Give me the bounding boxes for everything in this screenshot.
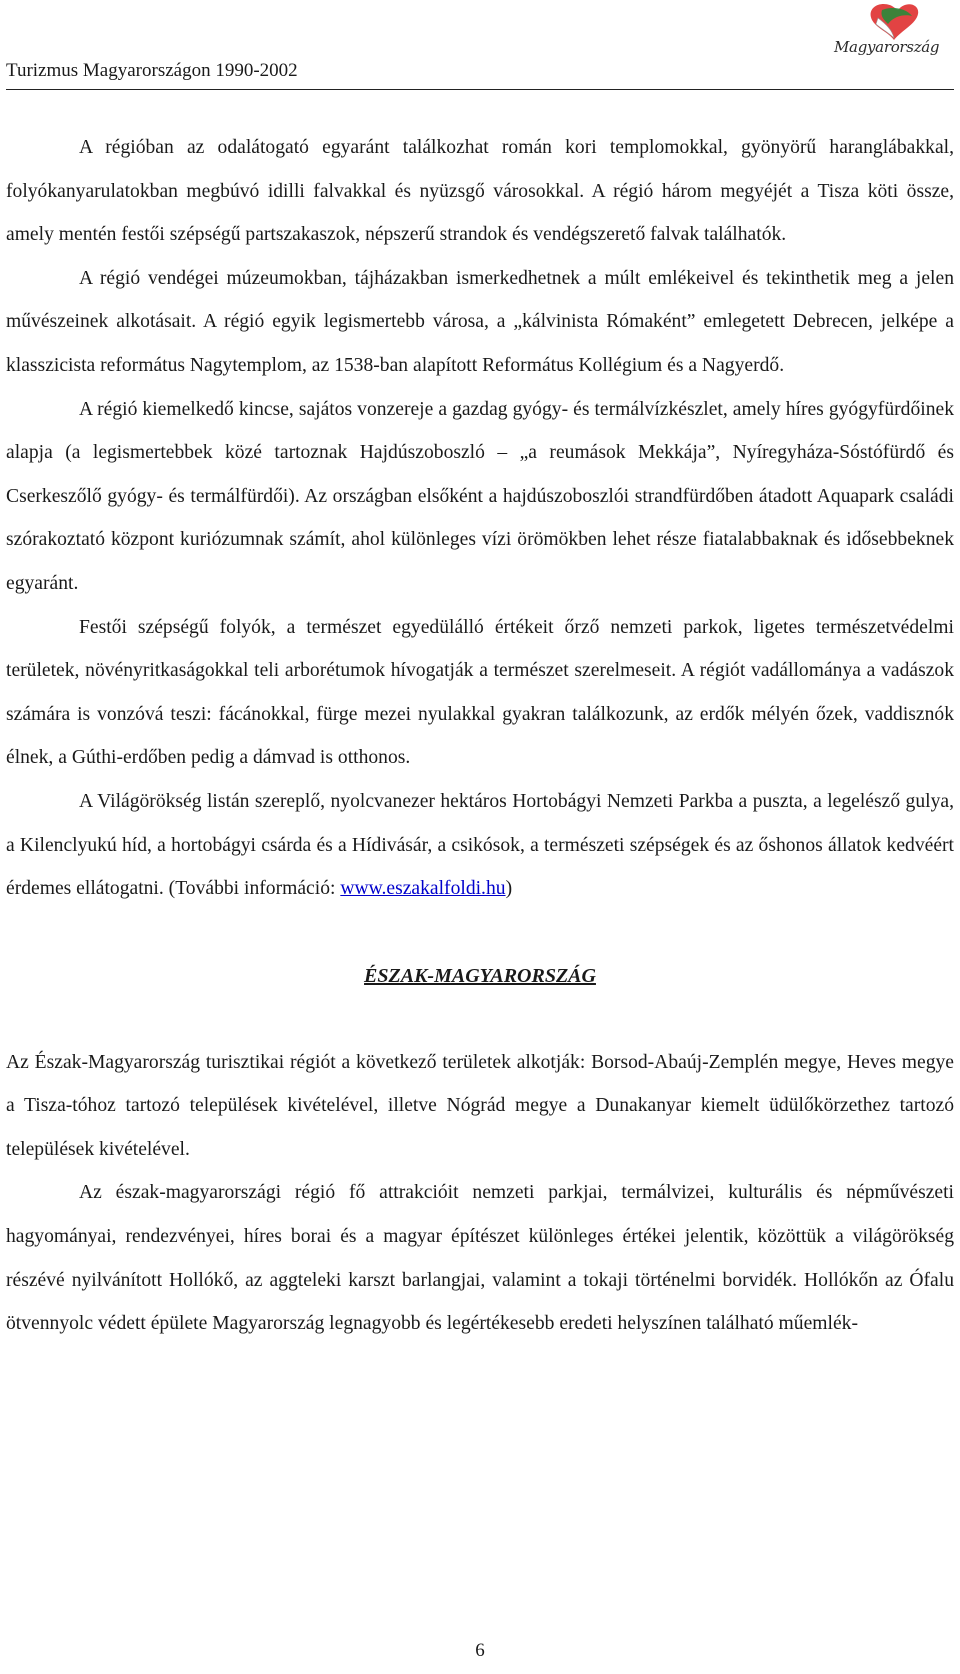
website-link[interactable]: www.eszakalfoldi.hu <box>340 878 506 900</box>
section-paragraph-1: Az Észak-Magyarország turisztikai régiót a következő területek alkotják: Borsod-Abaúj-Zemplén megye, Heves megye a Tisza-tóhoz tartozó települések kivételével, illetve Nógrád megye a Dunakanyar kiemelt üdülőkörzethez tartozó települések kivételével. <box>6 1051 954 1160</box>
magyarorszag-logo <box>822 2 950 64</box>
paragraph-3: A régió kiemelkedő kincse, sajátos vonzereje a gazdag gyógy- és termálvízkészlet, amely híres gyógyfürdőinek alapja (a legismertebbek közé tartoznak Hajdúszoboszló – „a reumások Mekkája”, Nyíregyháza-Sóstófürdő és Cserkeszőlő gyógy- és termálfürdői). Az országban elsőként a hajdúszoboszlói strandfürdőben átadott Aquapark családi szórakoztató központ kuriózumnak számít, ahol különleges vízi örömökben lehet része fiatalabbaknak és idősebbeknek egyaránt. <box>6 398 954 594</box>
paragraph-2: A régió vendégei múzeumokban, tájházakban ismerkedhetnek a múlt emlékeivel és tekinthetik meg a jelen művészeinek alkotásait. A régió egyik legismertebb városa, a „kálvinista Rómaként” emlegetett Debrecen, jelképe a klasszicista református Nagytemplom, az 1538-ban alapított Református Kollégium és a Nagyerdő. <box>6 267 954 376</box>
section-paragraph-2: Az észak-magyarországi régió fő attrakcióit nemzeti parkjai, termálvizei, kulturális és népművészeti hagyományai, rendezvényei, híres borai és a magyar építészet különleges értékei jelentik, közöttük a világörökség részévé nyilvánított Hollókő, az aggteleki karszt barlangjai, valamint a tokaji történelmi borvidék. Hollókőn az Ófalu ötvennyolc védett épülete Magyarország legnagyobb és legértékesebb eredeti helyszínen található műemlék- <box>6 1182 954 1335</box>
page-header <box>6 0 954 92</box>
page-number: 6 <box>475 1640 485 1661</box>
paragraph-5 <box>6 780 954 911</box>
document-body <box>6 126 954 1346</box>
paragraph-5-close: ) <box>505 878 513 900</box>
running-title: Turizmus Magyarországon 1990-2002 <box>6 60 298 81</box>
paragraph-4: Festői szépségű folyók, a természet egyedülálló értékeit őrző nemzeti parkok, ligetes természetvédelmi területek, növényritkaságokkal teli arborétumok hívogatják a természet szerelmeseit. A régiót vadállománya a vadászok számára is vonzóvá teszi: fácánokkal, fürge mezei nyulakkal gyakran találkozunk, az erdők mélyén őzek, vaddisznók élnek, a Gúthi-erdőben pedig a dámvad is otthonos. <box>6 616 954 769</box>
header-rule <box>6 89 954 90</box>
paragraph-5-text: A Világörökség listán szereplő, nyolcvanezer hektáros Hortobágyi Nemzeti Parkba a puszta, a legelésző gulya, a Kilenclyukú híd, a hortobágyi csárda és a Hídivásár, a csikósok, a természeti szépségek és az őshonos állatok kedvéért érdemes ellátogatni. (További információ: <box>6 790 954 900</box>
logo-wordmark: Magyarország <box>834 38 940 56</box>
paragraph-1: A régióban az odalátogató egyaránt találkozhat román kori templomokkal, gyönyörű haranglábakkal, folyókanyarulatokban megbúvó idilli falvakkal és nyüzsgő városokkal. A régió három megyéjét a Tisza köti össze, amely mentén festői szépségű partszakaszok, népszerű strandok és vendégszerető falvak találhatók. <box>6 137 954 246</box>
section-heading: ÉSZAK-MAGYARORSZÁG <box>364 964 596 987</box>
